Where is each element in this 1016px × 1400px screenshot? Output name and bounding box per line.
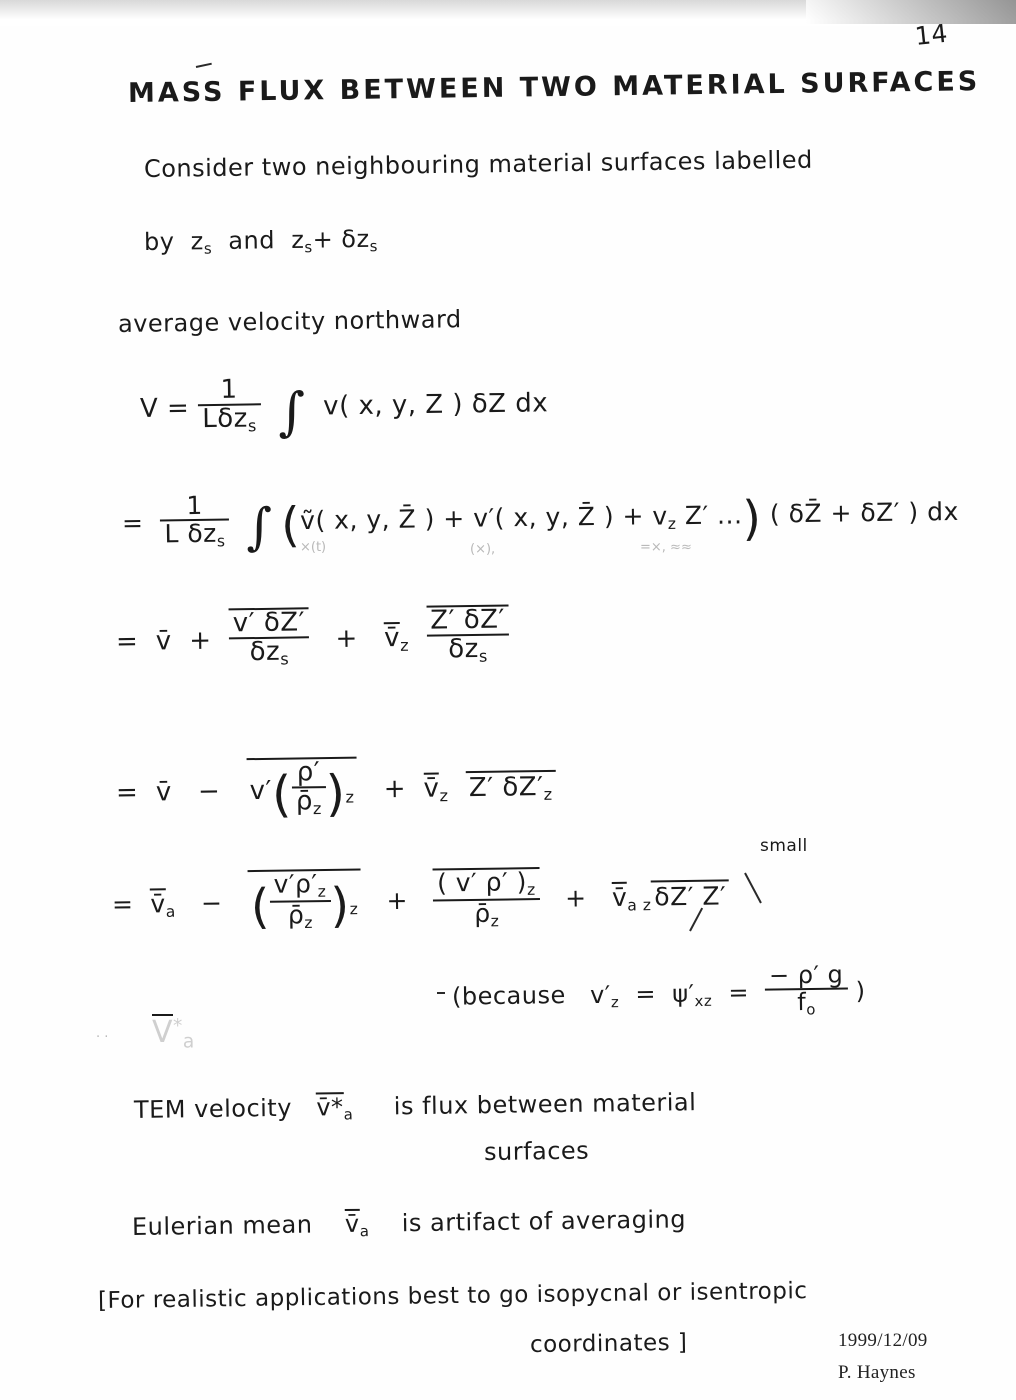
eq4-t2-frac: $\frac{\rho'}{\rhō_z}$ [291, 759, 326, 819]
eq6-open: (because [451, 981, 566, 1011]
eq5-t2-den: $\rhō_z$ [270, 900, 331, 932]
equation-6-because [451, 960, 866, 1025]
bracket-remark-line-2: coordinates ] [529, 1329, 688, 1358]
annotation-pointer-line [744, 873, 762, 904]
footer-author: P. Haynes [838, 1362, 916, 1383]
eq5-op3: + [564, 883, 587, 913]
eq4-t3-body: Z′ $\delta Z'_z$ [466, 770, 556, 805]
equation-3 [115, 604, 510, 674]
eq2-term3: $v_z$ Z′ ... [652, 499, 743, 533]
eq3-op1: + [189, 625, 212, 657]
eq6-den: $f_o$ [765, 988, 848, 1019]
eq4-lhs: = [115, 777, 139, 809]
conclusion-surfaces: surfaces [483, 1136, 590, 1166]
eq6-eq2: = [728, 978, 750, 1007]
eq6-v: $v'_z$ [589, 980, 620, 1011]
intro-zs-1: $z_s$ [190, 227, 213, 258]
eq1-den: Lδz$_s$ [198, 404, 261, 437]
eq6-psi: $\psi'_{xz}$ [672, 979, 713, 1010]
eq2-term1: ṽ( x, y, Z̄ ) [299, 504, 436, 536]
conclusion-tem-velocity [134, 1087, 697, 1126]
eq3-op2: + [335, 623, 359, 654]
footer-date: 1999/12/09 [838, 1330, 928, 1351]
intro-by: by [143, 227, 175, 256]
eq5-term3 [433, 867, 540, 930]
eq5-op2: + [386, 885, 409, 916]
eq2-prefactor: $\frac{1}{L \delta z_s}$ [160, 493, 230, 551]
eq4-t3-pre: $v̄_z$ [423, 773, 449, 806]
integral-sign-1: ∫ [277, 382, 307, 443]
eq1-lhs: V = [139, 393, 190, 425]
eulerian-label: Eulerian mean [131, 1210, 313, 1241]
erased-mark-left: · · [96, 1030, 109, 1045]
eq3-t2-den: $\delta z_s$ [229, 637, 310, 670]
bracket-remark-line-1: [For realistic applications best to go isopycnal or isentropic [97, 1278, 808, 1314]
eq1-prefactor: $\frac{1}{L\delta z_s}$ [198, 376, 261, 436]
eulerian-symbol: $v̄_a$ [344, 1209, 370, 1241]
eq5-t4-pre: $v̄_{a z}$ [611, 882, 652, 915]
stray-pen-mark [196, 63, 212, 68]
tem-description: is flux between material [393, 1088, 697, 1121]
eq4-t2-den: $\rhō_z$ [292, 786, 326, 818]
equation-1 [139, 374, 549, 443]
eq5-lhs: = [111, 889, 134, 919]
eq4-term2: v′( $\frac{\rho'}{\rhō_z}$ )$_z$ [246, 757, 358, 822]
eq5-t2-frac [269, 871, 331, 932]
tem-symbol: $v̄*_a$ [316, 1093, 354, 1124]
page-corner-shadow [806, 0, 1016, 24]
eq3-term3: $\frac{Z' \delta Z'}{\delta z_s}$ [426, 605, 509, 667]
erased-marks-2: (×), [470, 542, 496, 557]
erased-v-star: $V^*_a$ [152, 1015, 195, 1053]
eq1-body: v( x, y, Z ) δZ dx [322, 388, 549, 422]
eq3-term2: $\frac{v' \delta Z'}{\delta z_s}$ [229, 607, 310, 669]
eq2-plus2: + [622, 501, 645, 531]
integral-sign-2: ∫ [245, 497, 274, 556]
intro-zs-2: $z_s+ \delta z_s$ [291, 224, 379, 257]
eq5-t3-num: ( v′ ρ′ )$_z$ [433, 867, 540, 899]
eq2-plus1: + [443, 503, 465, 534]
eq3-t3-pre: $v̄_z$ [383, 623, 410, 655]
annotation-small: small [760, 836, 808, 856]
equation-2 [121, 484, 960, 556]
eq2-open-paren: ( [280, 497, 301, 554]
eq4-op1: − [197, 776, 221, 807]
equation-4 [116, 754, 556, 823]
erased-marks-3: =×, ≈≈ [640, 540, 692, 555]
tem-label: TEM velocity [133, 1093, 293, 1124]
stray-dot-mark [437, 992, 445, 994]
eq6-num: − ρ′ g [768, 960, 844, 990]
eq5-op1: − [200, 888, 223, 918]
page-number: 14 [913, 18, 950, 51]
eq6-close: ) [855, 976, 866, 1005]
erased-marks-1: ×(t) [300, 540, 327, 555]
section-label-average-velocity: average velocity northward [117, 305, 462, 338]
intro-and: and [228, 226, 276, 255]
eq4-op2: + [383, 773, 407, 805]
eq2-lhs: = [121, 508, 144, 538]
equation-5 [112, 863, 730, 936]
eq3-t1: v̄ [155, 626, 172, 657]
eq5-t2-num: $v'\rho'_z$ [273, 869, 327, 901]
intro-line-1: Consider two neighbouring material surfaces labelled [143, 145, 813, 183]
eq5-t1: $v̄_a$ [150, 889, 176, 921]
eq3-t3-den: $\delta z_s$ [426, 634, 509, 667]
eq5-t4-body: δZ′ Z′ [651, 879, 729, 910]
eq2-den: L $\delta z_s$ [160, 519, 229, 551]
eq2-term2: v′( x, y, Z̄ ) [473, 501, 615, 533]
eulerian-description: is artifact of averaging [401, 1205, 687, 1238]
intro-line-2 [144, 225, 378, 259]
eq5-t3-den: $\rhō_z$ [433, 898, 540, 930]
conclusion-eulerian-mean [132, 1204, 686, 1243]
page-title: MASS FLUX BETWEEN TWO MATERIAL SURFACES [127, 66, 981, 109]
eq4-t1: v̄ [155, 777, 172, 808]
eq2-close-paren: ) [742, 491, 762, 547]
eq5-term2: ( $\frac{v'\rho'_z}{\rhō_z}$ )$_z$ [247, 869, 361, 934]
eq6-eq1: = [635, 979, 657, 1009]
eq6-frac [765, 962, 848, 1018]
eq3-lhs: = [115, 626, 139, 658]
eq2-tail: ( δZ̄ + δZ′ ) dx [769, 496, 959, 529]
